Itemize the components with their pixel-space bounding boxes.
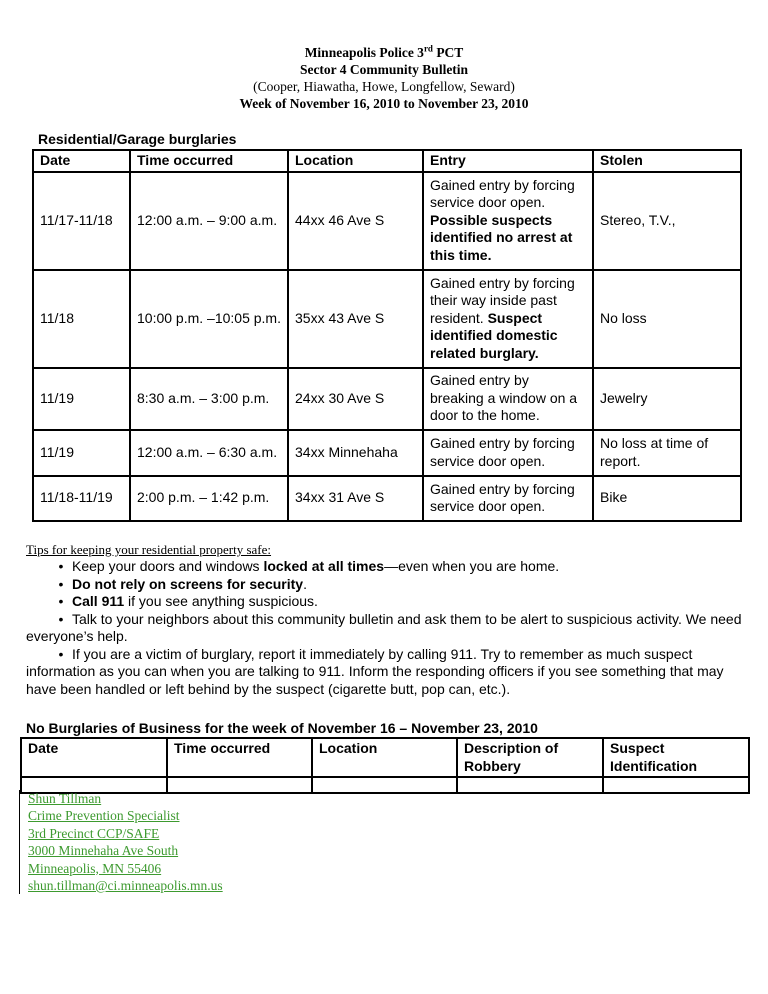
header-line-neighborhoods: (Cooper, Hiawatha, Howe, Longfellow, Seward) [253,79,515,94]
col-header-time: Time occurred [130,150,288,172]
cell-time: 10:00 p.m. –10:05 p.m. [130,270,288,368]
table-row [33,430,741,476]
empty-cell [457,777,603,793]
contact-block [19,790,223,894]
col-header-entry: Entry [423,150,593,172]
bullet-icon: • [58,645,64,662]
contact-email-link[interactable]: shun.tillman@ci.minneapolis.mn.us [28,878,223,894]
col-header-date: Date [21,738,167,777]
bullet-icon: • [58,593,64,609]
table-row [33,270,741,368]
cell-location: 34xx 31 Ave S [288,476,423,521]
residential-burglaries-table [32,149,742,522]
bulletin-header [0,44,768,112]
cell-location: 24xx 30 Ave S [288,368,423,430]
table-row [33,368,741,430]
tip-item: • Do not rely on screens for security. [26,576,746,594]
business-section-title: No Burglaries of Business for the week of November 16 – November 23, 2010 [26,720,538,736]
empty-cell [312,777,457,793]
header-line-precinct: Minneapolis Police 3rd PCT [304,43,464,60]
col-header-description: Description of Robbery [457,738,603,777]
col-header-suspect: Suspect Identification [603,738,749,777]
cell-stolen: No loss at time of report. [593,430,741,476]
col-header-location: Location [312,738,457,777]
residential-section-title: Residential/Garage burglaries [38,131,237,147]
header-line-bulletin: Sector 4 Community Bulletin [299,62,469,77]
cell-date: 11/17-11/18 [33,172,130,270]
tip-item: • If you are a victim of burglary, report it immediately by calling 911. Try to remember as much suspect information as you can when you are talking to 911. Inform the responding officers if you see something that may have been handled or left behind by the suspect (cigarette butt, pop can, etc.). [26,645,724,697]
cell-entry: Gained entry by forcing service door open. [423,430,593,476]
business-burglaries-table [20,737,750,794]
col-header-location: Location [288,150,423,172]
cell-entry: Gained entry by forcing their way inside past resident. Suspect identified domestic related burglary. [423,270,593,368]
tip-item: • Call 911 if you see anything suspicious. [26,593,746,611]
tip-item: • Talk to your neighbors about this community bulletin and ask them to be alert to suspicious activity. We need everyone’s help. [26,610,742,644]
tip-item: • Keep your doors and windows locked at all times—even when you are home. [26,558,746,576]
cell-time: 2:00 p.m. – 1:42 p.m. [130,476,288,521]
cell-stolen: Stereo, T.V., [593,172,741,270]
tips-title: Tips for keeping your residential property safe: [26,542,272,557]
bullet-icon: • [58,575,64,592]
table-header-row [33,150,741,172]
contact-role[interactable]: Crime Prevention Specialist [28,808,180,824]
empty-cell [603,777,749,793]
table-row [33,172,741,270]
contact-city[interactable]: Minneapolis, MN 55406 [28,860,162,876]
table-row [33,476,741,521]
col-header-time: Time occurred [167,738,312,777]
cell-stolen: No loss [593,270,741,368]
col-header-stolen: Stolen [593,150,741,172]
cell-stolen: Bike [593,476,741,521]
cell-location: 44xx 46 Ave S [288,172,423,270]
header-line-week: Week of November 16, 2010 to November 23, 2010 [239,96,529,111]
contact-street[interactable]: 3000 Minnehaha Ave South [28,843,179,859]
contact-org[interactable]: 3rd Precinct CCP/SAFE [28,825,160,841]
cell-entry: Gained entry by breaking a window on a door to the home. [423,368,593,430]
cell-date: 11/18-11/19 [33,476,130,521]
cell-location: 35xx 43 Ave S [288,270,423,368]
safety-tips [26,541,746,698]
cell-time: 8:30 a.m. – 3:00 p.m. [130,368,288,430]
col-header-date: Date [33,150,130,172]
cell-date: 11/19 [33,430,130,476]
cell-time: 12:00 a.m. – 6:30 a.m. [130,430,288,476]
cell-location: 34xx Minnehaha [288,430,423,476]
bullet-icon: • [58,610,64,627]
cell-entry: Gained entry by forcing service door open. Possible suspects identified no arrest at this time. [423,172,593,270]
cell-date: 11/18 [33,270,130,368]
cell-time: 12:00 a.m. – 9:00 a.m. [130,172,288,270]
cell-entry: Gained entry by forcing service door open. [423,476,593,521]
contact-name[interactable]: Shun Tillman [28,791,102,806]
bullet-icon: • [58,558,64,574]
cell-stolen: Jewelry [593,368,741,430]
cell-date: 11/19 [33,368,130,430]
table-header-row [21,738,749,777]
